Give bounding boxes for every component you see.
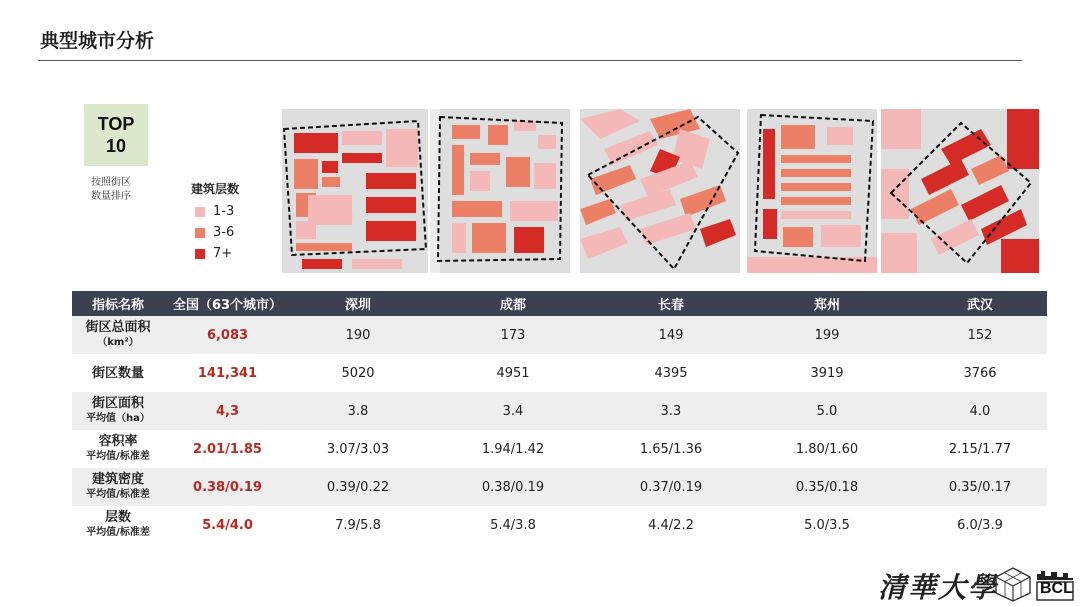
metric-cell [72, 506, 164, 544]
header-national: 全国（63个城市） [164, 291, 291, 316]
building-height-legend [191, 180, 239, 264]
legend-label-low: 1-3 [213, 204, 235, 219]
sort-note-line-1: 按照街区 [91, 177, 131, 188]
metric-name: 层数 [104, 510, 131, 525]
city-value: 5.0 [741, 392, 913, 430]
header-metric: 指标名称 [72, 291, 164, 316]
city-value: 4395 [654, 365, 688, 381]
map-zhengzhou-drawing [747, 109, 877, 273]
legend-item-mid [191, 222, 239, 243]
metric-cell [72, 354, 164, 392]
metric-cell [72, 316, 164, 354]
map-changchun-drawing [580, 109, 740, 273]
legend-item-high [191, 243, 239, 264]
map-chengdu-drawing [430, 109, 570, 273]
legend-swatch-high [195, 249, 205, 259]
title-divider [38, 60, 1022, 61]
city-value: 1.94/1.42 [481, 441, 545, 457]
legend-label-high: 7+ [213, 246, 233, 261]
city-value: 5.0/3.5 [804, 517, 850, 533]
city-value: 0.35/0.17 [913, 468, 1047, 506]
table-row [72, 468, 1047, 506]
city-value: 152 [913, 316, 1047, 354]
map-zhengzhou [747, 109, 877, 273]
cube-logo-icon [993, 566, 1033, 602]
metric-sub: 平均值/标准差 [86, 489, 150, 500]
city-value: 2.15/1.77 [948, 441, 1012, 457]
city-value: 0.38/0.19 [425, 468, 601, 506]
map-changchun [580, 109, 740, 273]
sort-note [91, 176, 131, 204]
map-shenzhen-drawing [282, 109, 428, 273]
university-logo: 清華大學 [878, 571, 999, 604]
city-value: 6.0/3.9 [957, 517, 1003, 533]
national-value: 2.01/1.85 [193, 441, 262, 457]
national-value: 141,341 [197, 365, 258, 381]
city-value: 0.35/0.18 [741, 468, 913, 506]
city-value: 3766 [963, 365, 997, 381]
national-value: 6,083 [164, 316, 291, 354]
metric-name: 街区面积 [91, 396, 144, 411]
metrics-table [72, 291, 1047, 544]
legend-label-mid: 3-6 [213, 225, 235, 240]
map-wuhan [881, 109, 1039, 273]
city-value: 4951 [496, 365, 530, 381]
city-value: 3.8 [291, 392, 425, 430]
header-changchun: 长春 [601, 291, 741, 316]
city-value: 5020 [341, 365, 375, 381]
legend-swatch-low [195, 207, 205, 217]
national-value: 0.38/0.19 [164, 468, 291, 506]
badge-line-2: 10 [105, 136, 127, 156]
legend-title: 建筑层数 [191, 182, 240, 196]
header-shenzhen: 深圳 [291, 291, 425, 316]
table-header-row [72, 291, 1047, 316]
city-value: 190 [291, 316, 425, 354]
metric-cell [72, 392, 164, 430]
city-value: 0.37/0.19 [601, 468, 741, 506]
city-value: 149 [601, 316, 741, 354]
metric-name: 街区总面积 [85, 320, 151, 335]
sort-note-line-2: 数量排序 [91, 191, 131, 202]
table-row [72, 392, 1047, 430]
map-wuhan-drawing [881, 109, 1039, 273]
header-wuhan: 武汉 [913, 291, 1047, 316]
table-row [72, 430, 1047, 468]
city-value: 173 [425, 316, 601, 354]
city-value: 5.4/3.8 [490, 517, 536, 533]
badge-line-1: TOP [97, 114, 135, 134]
legend-swatch-mid [195, 228, 205, 238]
metric-sub: 平均值（ha） [86, 413, 150, 424]
metric-sub: 平均值/标准差 [86, 451, 150, 462]
city-value: 3.3 [601, 392, 741, 430]
metric-cell [72, 430, 164, 468]
table-row [72, 506, 1047, 544]
city-value: 4.4/2.2 [648, 517, 694, 533]
top-10-badge [84, 104, 148, 166]
city-value: 1.65/1.36 [639, 441, 703, 457]
map-chengdu [430, 109, 570, 273]
city-value: 3.4 [425, 392, 601, 430]
page-title: 典型城市分析 [40, 30, 155, 52]
map-shenzhen [282, 109, 428, 273]
metric-sub: 平均值/标准差 [86, 527, 150, 538]
metric-cell [72, 468, 164, 506]
city-value: 1.80/1.60 [795, 441, 859, 457]
table-row [72, 354, 1047, 392]
metric-name: 建筑密度 [91, 472, 144, 487]
table-row [72, 316, 1047, 354]
metric-name: 容积率 [98, 434, 138, 449]
city-value: 3.07/3.03 [326, 441, 390, 457]
header-chengdu: 成都 [425, 291, 601, 316]
metric-sub: （km²） [97, 337, 139, 348]
header-zhengzhou: 郑州 [741, 291, 913, 316]
city-value: 7.9/5.8 [335, 517, 381, 533]
national-value: 5.4/4.0 [202, 517, 253, 533]
legend-item-low [191, 201, 239, 222]
city-value: 199 [741, 316, 913, 354]
city-value: 4.0 [913, 392, 1047, 430]
city-value: 0.39/0.22 [291, 468, 425, 506]
metric-name: 街区数量 [91, 365, 144, 381]
national-value: 4,3 [164, 392, 291, 430]
city-value: 3919 [810, 365, 844, 381]
bcl-lab-logo: BCL [1040, 580, 1073, 597]
